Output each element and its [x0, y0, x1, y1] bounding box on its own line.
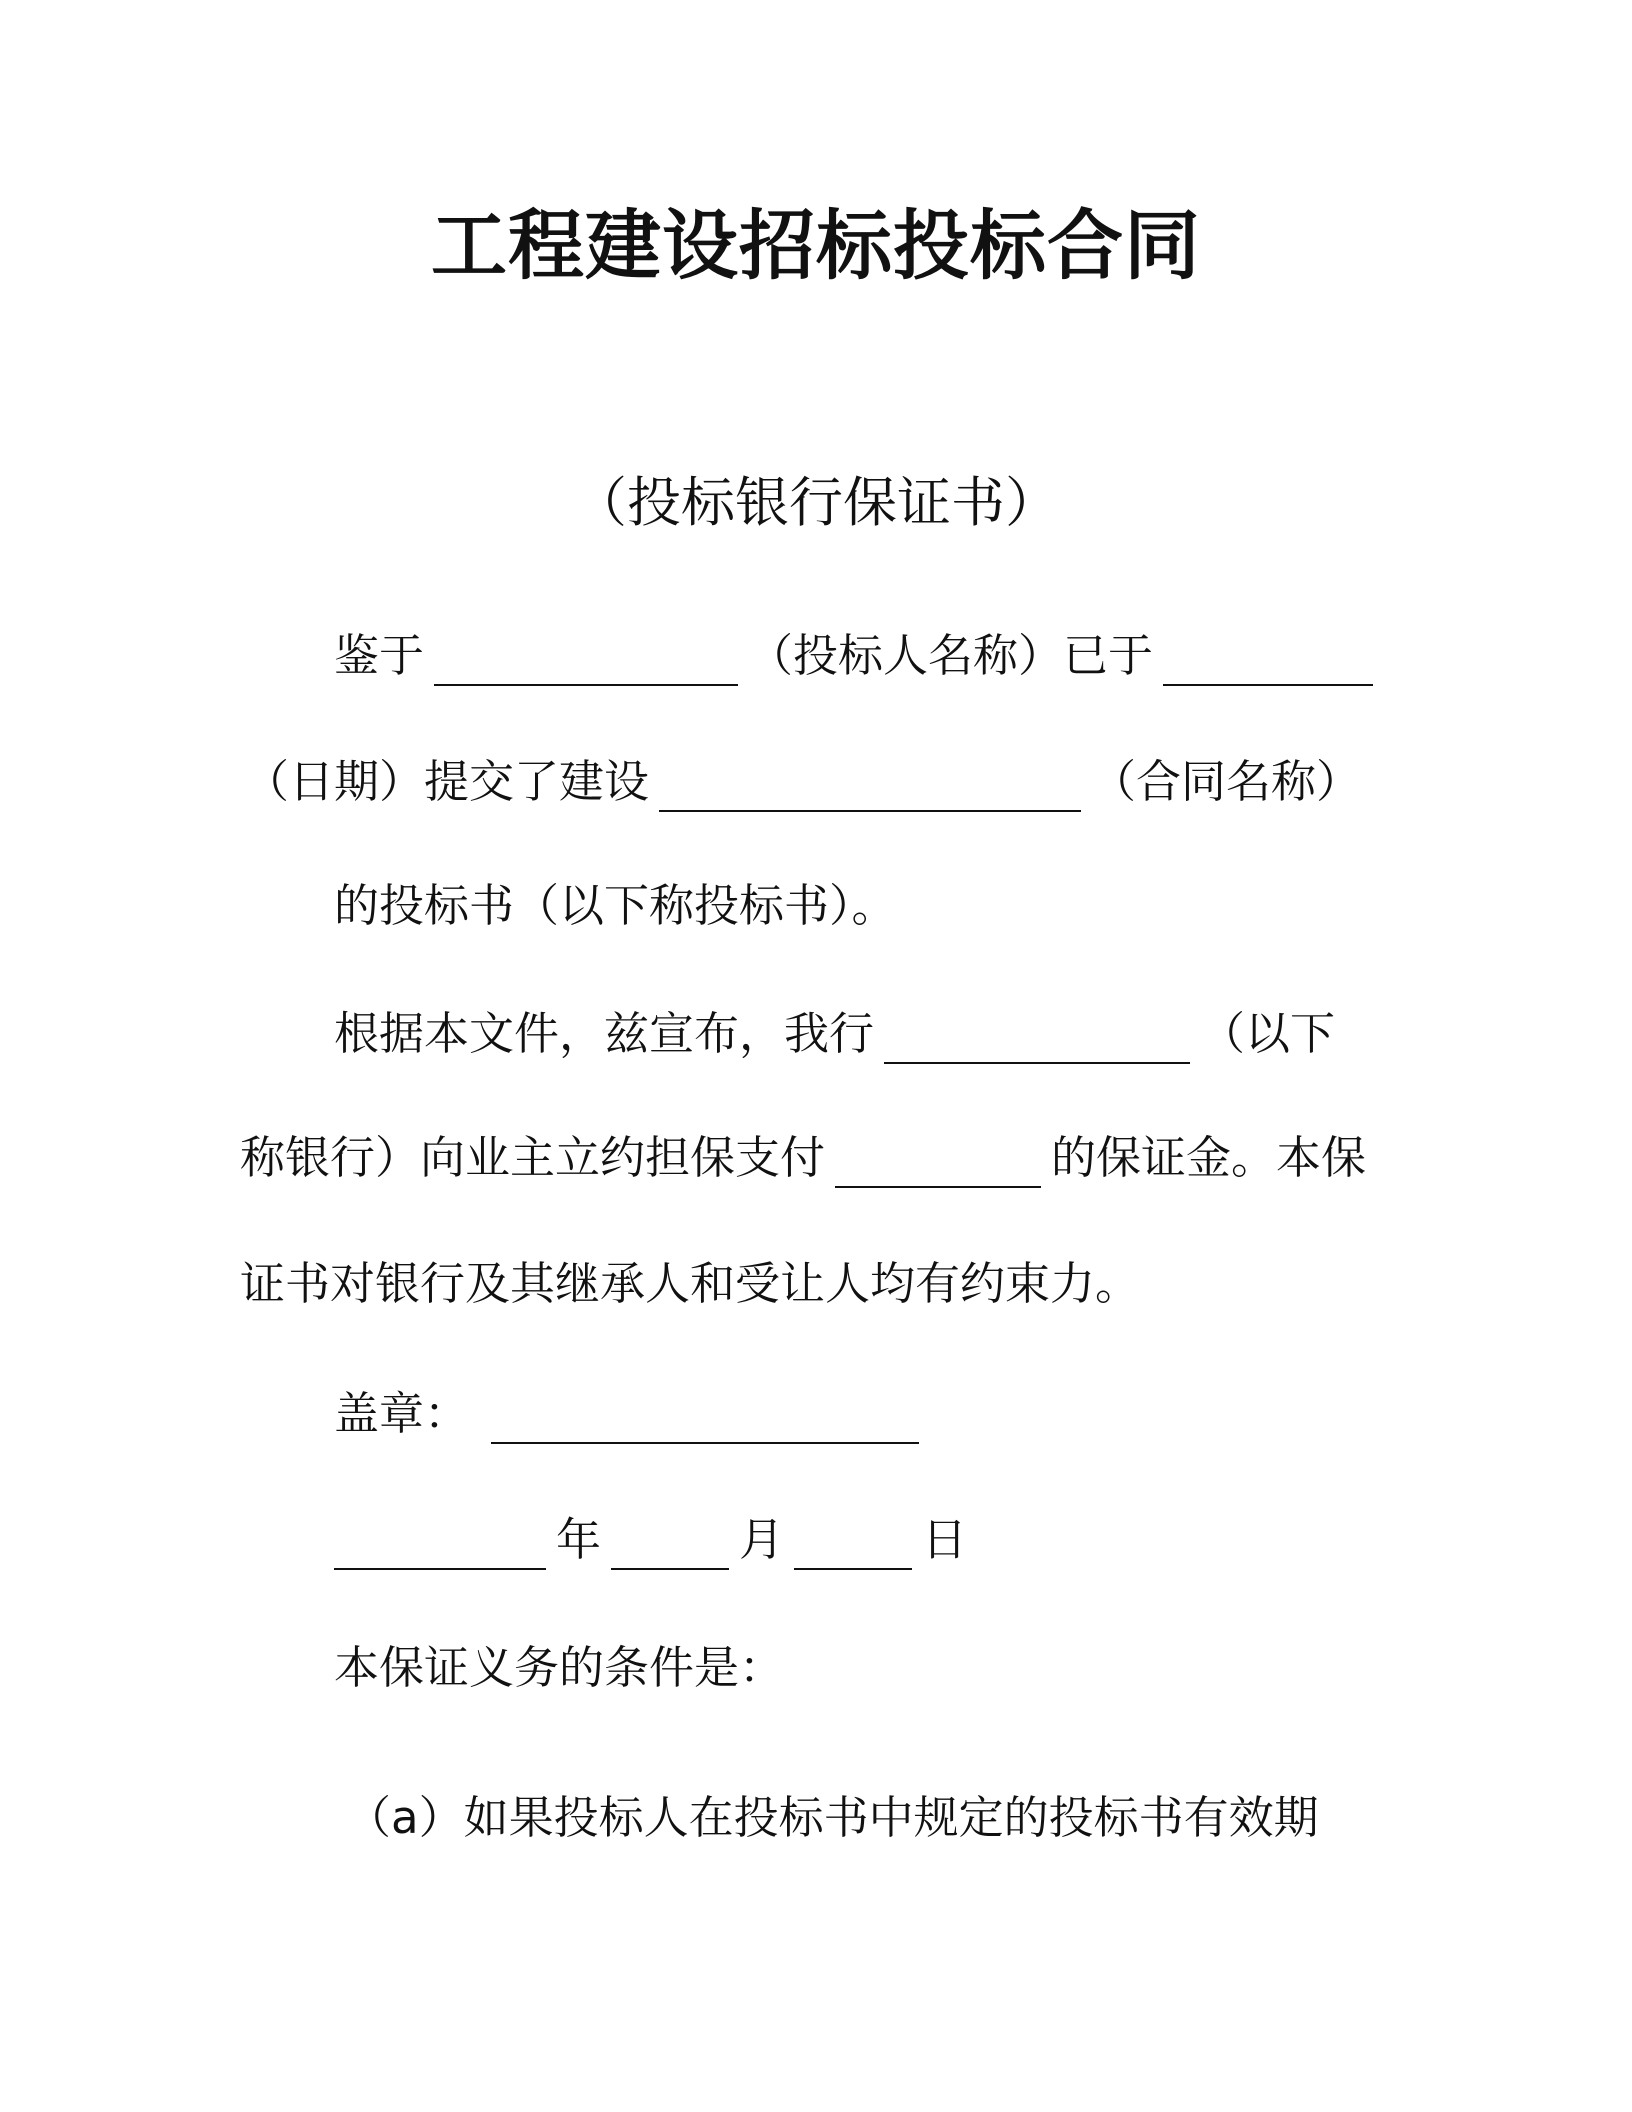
document-subtitle: （投标银行保证书）	[573, 471, 1059, 534]
text-segment: 本保证义务的条件是：	[334, 1641, 785, 1694]
day-blank	[794, 1516, 912, 1570]
para1-line2	[244, 752, 1361, 812]
text-segment: （合同名称）	[1091, 755, 1362, 808]
contract-name-blank	[659, 758, 1081, 812]
text-segment: 称银行）向业主立约担保支付	[240, 1131, 826, 1184]
day-label: 日	[922, 1513, 968, 1566]
text-segment: （投标人名称）已于	[748, 629, 1154, 682]
para1-line3	[334, 876, 897, 936]
year-label: 年	[556, 1513, 602, 1566]
condition-a	[346, 1788, 1319, 1848]
seal-label: 盖章：	[334, 1387, 470, 1440]
month-label: 月	[739, 1513, 785, 1566]
bidder-name-blank	[434, 632, 738, 686]
text-segment: 的投标书（以下称投标书）。	[334, 879, 897, 932]
year-blank	[334, 1516, 546, 1570]
text-segment: （以下	[1200, 1007, 1336, 1060]
text-segment: 根据本文件，兹宣布，我行	[334, 1007, 875, 1060]
month-blank	[611, 1516, 729, 1570]
text-segment: 鉴于	[334, 629, 425, 682]
para2-line3	[240, 1254, 1140, 1314]
bank-name-blank	[884, 1010, 1190, 1064]
conditions-heading	[334, 1638, 784, 1698]
seal-line	[334, 1384, 929, 1444]
text-segment: （日期）提交了建设	[244, 755, 650, 808]
para1-line1	[334, 626, 1383, 686]
document-title: 工程建设招标投标合同	[431, 201, 1201, 290]
para2-line2	[240, 1128, 1366, 1188]
seal-blank	[491, 1390, 919, 1444]
date-blank	[1163, 632, 1373, 686]
text-segment: （a）如果投标人在投标书中规定的投标书有效期	[346, 1791, 1319, 1844]
text-segment: 证书对银行及其继承人和受让人均有约束力。	[240, 1257, 1141, 1310]
date-line	[334, 1510, 967, 1570]
amount-blank	[835, 1134, 1041, 1188]
para2-line1	[334, 1004, 1335, 1064]
text-segment: 的保证金。本保	[1051, 1131, 1367, 1184]
